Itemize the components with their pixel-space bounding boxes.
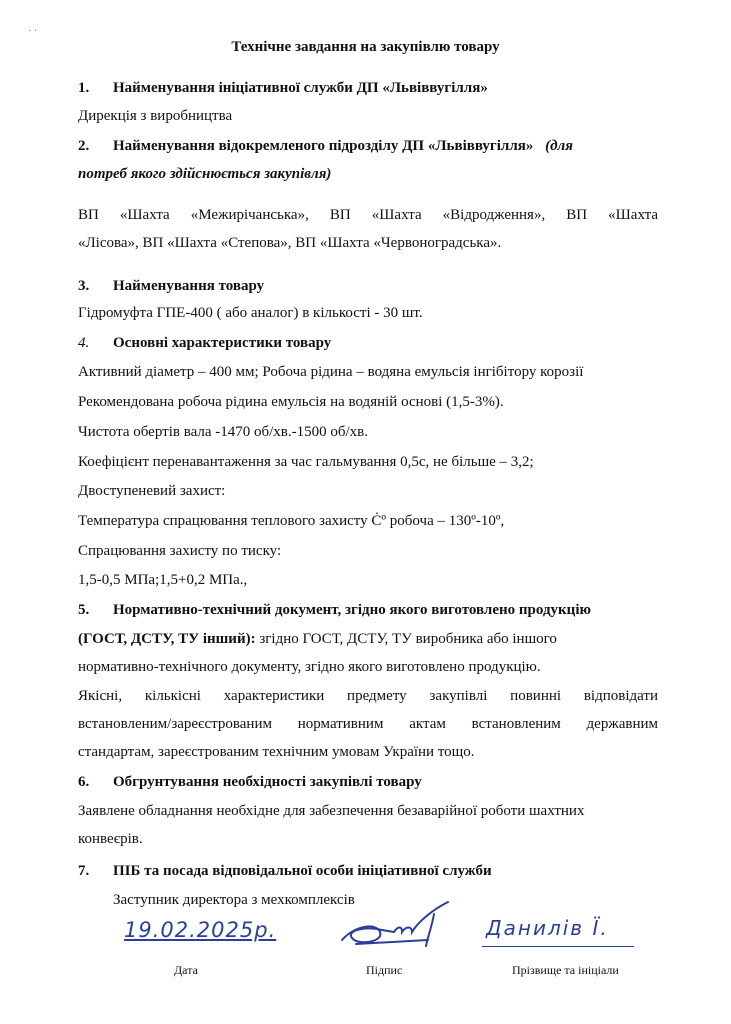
section-5-p2-c: стандартам, зареєстрованим технічним умовам України тощо. (78, 744, 475, 760)
label-signature: Підпис (366, 963, 403, 977)
section-3-number: 3. (78, 278, 90, 294)
section-5-heading-text: Нормативно-технічний документ, згідно якого виготовлено продукцію (113, 602, 591, 618)
spec-line: 1,5-0,5 МПа;1,5+0,2 МПа., (78, 572, 248, 588)
section-4-heading-text: Основні характеристики товару (113, 335, 332, 351)
section-2-number: 2. (78, 138, 90, 154)
section-2-italic-b: потреб якого здійснюється закупівля) (78, 166, 332, 182)
section-5-line-b (78, 629, 557, 649)
section-5-p2-a: Якісні, кількісні характеристики предмету закупівлі повинні відповідати (78, 688, 658, 704)
handwritten-date: 19.02.2025р. (124, 918, 277, 942)
spec-line: Температура спрацювання теплового захисту Ċº робоча – 130º-10º, (78, 513, 505, 529)
section-7-number: 7. (78, 863, 90, 879)
signature-scribble-icon (336, 896, 466, 956)
section-7-text: Заступник директора з мехкомплексів (113, 892, 355, 908)
section-3-heading (78, 276, 264, 296)
spec-line: Коефіцієнт перенавантаження за час гальмування 0,5с, не більше – 3,2; (78, 454, 534, 470)
section-7-heading-text: ПІБ та посада відповідальної особи ініціативної служби (113, 863, 492, 879)
section-1-heading-text: Найменування ініціативної служби ДП «Львіввугілля» (113, 80, 488, 96)
section-3-heading-text: Найменування товару (113, 278, 265, 294)
section-4-heading (78, 333, 331, 353)
section-3-text: Гідромуфта ГПЕ-400 ( або аналог) в кількості - 30 шт. (78, 305, 423, 321)
section-6-heading-text: Обгрунтування необхідності закупівлі товару (113, 774, 422, 790)
section-2-heading (78, 136, 573, 156)
section-5-p2-b: встановленим/зареєстрованим нормативним актам встановленим державним (78, 716, 658, 732)
section-5-text-b: згідно ГОСТ, ДСТУ, ТУ виробника або іншого (255, 631, 557, 647)
section-6-text-b: конвеєрів. (78, 831, 143, 847)
section-7-heading (78, 861, 492, 881)
section-6-heading (78, 772, 422, 792)
scan-marks: · · (28, 26, 38, 37)
section-5-number: 5. (78, 602, 90, 618)
section-1-heading (78, 78, 488, 98)
section-1-text: Дирекція з виробництва (78, 108, 233, 124)
section-5-heading-b: (ГОСТ, ДСТУ, ТУ інший): (78, 631, 256, 647)
document-title: Технічне завдання на закупівлю товару (231, 39, 500, 55)
section-6-number: 6. (78, 774, 90, 790)
spec-line: Активний діаметр – 400 мм; Робоча рідина – водяна емульсія інгібітору корозії (78, 364, 584, 380)
section-4-number: 4. (78, 335, 90, 351)
label-name: Прізвище та ініціали (512, 963, 619, 977)
section-1-number: 1. (78, 80, 90, 96)
section-2-text-a: ВП «Шахта «Межирічанська», ВП «Шахта «Відродження», ВП «Шахта (78, 207, 658, 223)
spec-line: Чистота обертів вала -1470 об/хв.-1500 об/хв. (78, 424, 369, 440)
section-5-text-c: нормативно-технічного документу, згідно якого виготовлено продукцію. (78, 659, 541, 675)
handwritten-name: Данилів Ї. (486, 916, 609, 940)
label-date: Дата (174, 963, 198, 977)
section-5-heading (78, 600, 591, 620)
section-6-text-a: Заявлене обладнання необхідне для забезпечення безаварійної роботи шахтних (78, 803, 585, 819)
section-2-text-b: «Лісова», ВП «Шахта «Степова», ВП «Шахта «Червоноградська». (78, 235, 502, 251)
section-2-heading-text: Найменування відокремленого підрозділу ДП «Львіввугілля» (113, 138, 534, 154)
name-underline (482, 946, 634, 947)
section-2-italic-a: (для (545, 138, 573, 154)
spec-line: Двоступеневий захист: (78, 483, 226, 499)
spec-line: Рекомендована робоча рідина емульсія на водяній основі (1,5-3%). (78, 394, 504, 410)
spec-line: Спрацювання захисту по тиску: (78, 543, 282, 559)
